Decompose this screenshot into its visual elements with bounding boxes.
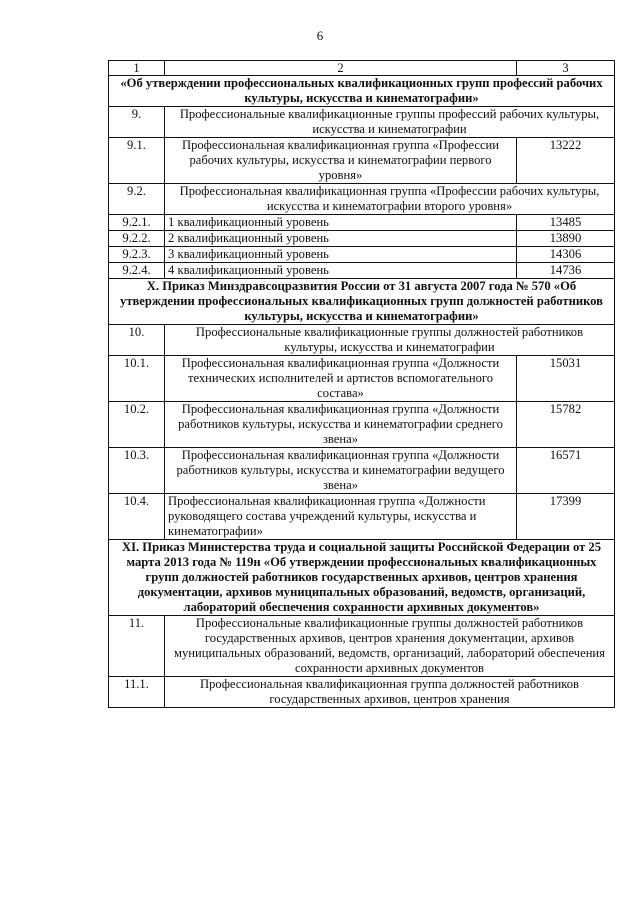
row-description: Профессиональная квалификационная группа «Должности работников культуры, искусства и кинематографии ведущего звена» [165, 448, 517, 494]
row-salary-code: 13485 [517, 215, 615, 231]
row-salary-code: 13890 [517, 231, 615, 247]
row-number: 11.1. [109, 677, 165, 708]
row-description: Профессиональная квалификационная группа должностей работников государственных архивов, центров хранения [165, 677, 615, 708]
section-heading-row [109, 279, 615, 325]
table-body [109, 61, 615, 708]
row-description: Профессиональная квалификационная группа «Профессии рабочих культуры, искусства и кинематографии первого уровня» [165, 138, 517, 184]
row-description: Профессиональная квалификационная группа «Профессии рабочих культуры, искусства и кинематографии второго уровня» [165, 184, 615, 215]
section-heading: «Об утверждении профессиональных квалификационных групп профессий рабочих культуры, искусства и кинематографии» [109, 76, 615, 107]
header-cell-2: 2 [165, 61, 517, 76]
table-row [109, 677, 615, 708]
row-description: Профессиональные квалификационные группы должностей работников государственных архивов, центров хранения документации, архивов муниципальных образований, ведомств, организаций, лабораторий обеспечения сохранности архивных документов [165, 616, 615, 677]
row-number: 9.1. [109, 138, 165, 184]
row-description: Профессиональная квалификационная группа «Должности технических исполнителей и артистов вспомогательного состава» [165, 356, 517, 402]
row-salary-code: 17399 [517, 494, 615, 540]
row-description: 2 квалификационный уровень [165, 231, 517, 247]
table-row [109, 184, 615, 215]
row-number: 10.2. [109, 402, 165, 448]
page-number: 6 [316, 28, 324, 43]
row-description: 1 квалификационный уровень [165, 215, 517, 231]
row-number: 9.2.4. [109, 263, 165, 279]
row-number: 10. [109, 325, 165, 356]
table-header-row [109, 61, 615, 76]
table-row [109, 494, 615, 540]
row-salary-code: 13222 [517, 138, 615, 184]
row-number: 9. [109, 107, 165, 138]
row-number: 9.2. [109, 184, 165, 215]
row-description: Профессиональные квалификационные группы профессий рабочих культуры, искусства и кинематографии [165, 107, 615, 138]
table-row [109, 247, 615, 263]
qualification-groups-table [108, 60, 615, 708]
table-row [109, 138, 615, 184]
header-cell-3: 3 [517, 61, 615, 76]
row-number: 10.1. [109, 356, 165, 402]
table-row [109, 448, 615, 494]
row-description: Профессиональные квалификационные группы должностей работников культуры, искусства и кинематографии [165, 325, 615, 356]
row-salary-code: 14736 [517, 263, 615, 279]
row-description: 3 квалификационный уровень [165, 247, 517, 263]
row-salary-code: 16571 [517, 448, 615, 494]
section-heading: XI. Приказ Министерства труда и социальной защиты Российской Федерации от 25 марта 2013 года № 119н «Об утверждении профессиональных квалификационных групп должностей работников государственных архивов, центров хранения документации, архивов муниципальных образований, ведомств, организаций, лабораторий обеспечения сохранности архивных документов» [109, 540, 615, 616]
row-description: 4 квалификационный уровень [165, 263, 517, 279]
header-cell-1: 1 [109, 61, 165, 76]
row-salary-code: 15031 [517, 356, 615, 402]
row-description: Профессиональная квалификационная группа «Должности работников культуры, искусства и кинематографии среднего звена» [165, 402, 517, 448]
row-number: 9.2.1. [109, 215, 165, 231]
row-number: 9.2.2. [109, 231, 165, 247]
row-number: 10.4. [109, 494, 165, 540]
table-row [109, 356, 615, 402]
row-number: 10.3. [109, 448, 165, 494]
row-salary-code: 14306 [517, 247, 615, 263]
table-row [109, 107, 615, 138]
row-number: 11. [109, 616, 165, 677]
table-row [109, 402, 615, 448]
section-heading-row [109, 76, 615, 107]
section-heading: X. Приказ Минздравсоцразвития России от 31 августа 2007 года № 570 «Об утверждении профессиональных квалификационных групп должностей работников культуры, искусства и кинематографии» [109, 279, 615, 325]
table-row [109, 263, 615, 279]
section-heading-row [109, 540, 615, 616]
row-description: Профессиональная квалификационная группа «Должности руководящего состава учреждений культуры, искусства и кинематографии» [165, 494, 517, 540]
table-row [109, 215, 615, 231]
table-row [109, 616, 615, 677]
row-number: 9.2.3. [109, 247, 165, 263]
row-salary-code: 15782 [517, 402, 615, 448]
table-row [109, 231, 615, 247]
table-row [109, 325, 615, 356]
